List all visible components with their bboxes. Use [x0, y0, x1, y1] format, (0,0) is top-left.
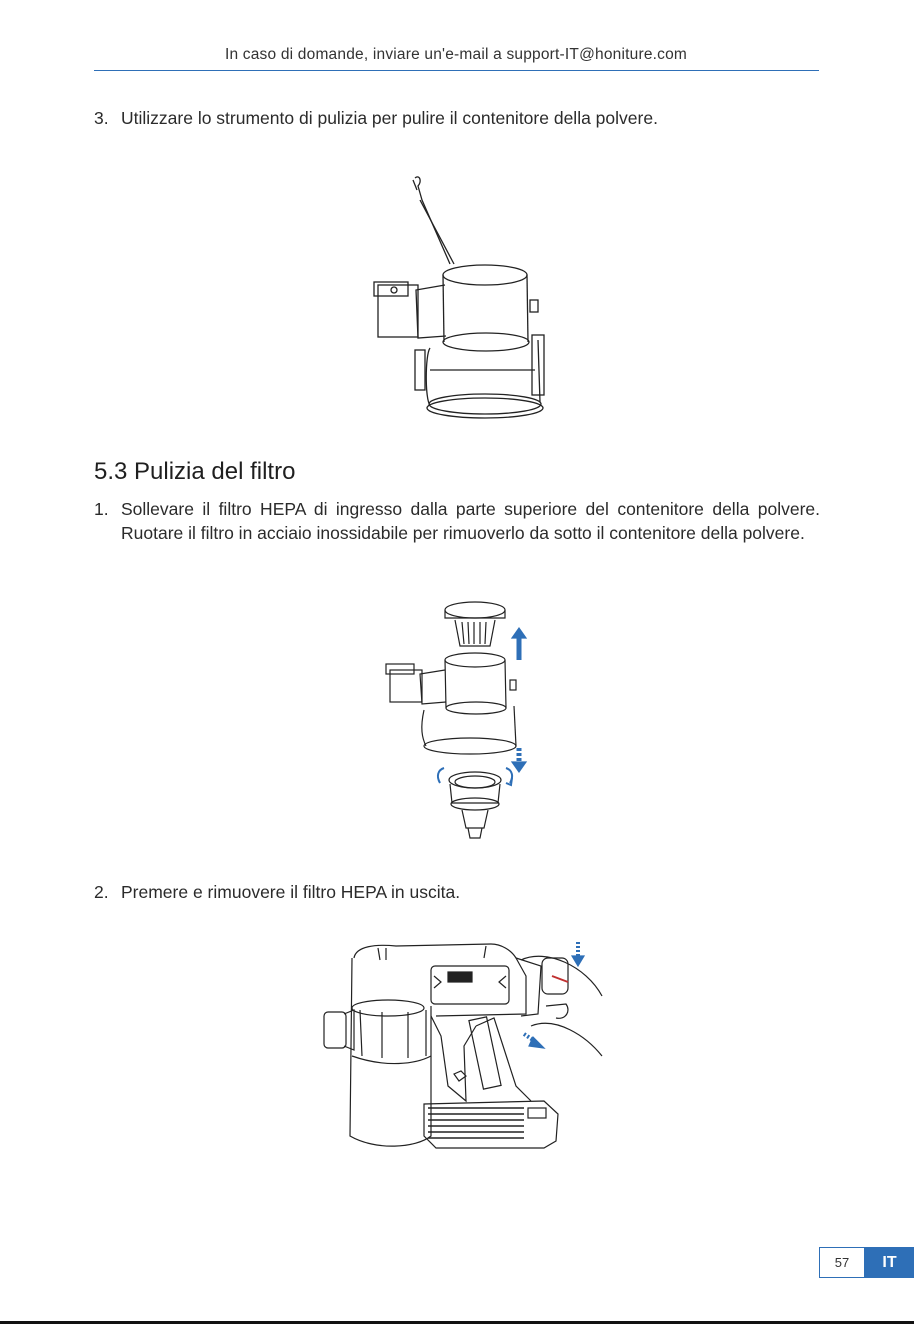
- step-1: [94, 497, 820, 545]
- language-badge: IT: [865, 1247, 914, 1278]
- page-header: In caso di domande, inviare un'e-mail a support-IT@honiture.com: [224, 46, 688, 63]
- figure-dust-container-cleaning-tool: [360, 170, 560, 420]
- step-1-text: Sollevare il filtro HEPA di ingresso dalla parte superiore del contenitore della polvere. Ruotare il filtro in acciaio inossidabile per rimuoverlo da sotto il contenitore della polvere.: [121, 499, 820, 543]
- figure-outlet-filter-removal: [316, 936, 608, 1161]
- figure-filter-removal: [380, 598, 540, 843]
- step-3-text: Utilizzare lo strumento di pulizia per pulire il contenitore della polvere.: [121, 108, 658, 128]
- step-2: [94, 880, 820, 904]
- step-3: [94, 106, 820, 130]
- header-divider: [94, 70, 819, 71]
- step-3-number: 3.: [94, 108, 109, 128]
- section-title: 5.3 Pulizia del filtro: [94, 458, 296, 485]
- page-number: 57: [819, 1247, 865, 1278]
- step-2-number: 2.: [94, 882, 109, 902]
- step-2-text: Premere e rimuovere il filtro HEPA in uscita.: [121, 882, 461, 902]
- step-1-number: 1.: [94, 499, 109, 519]
